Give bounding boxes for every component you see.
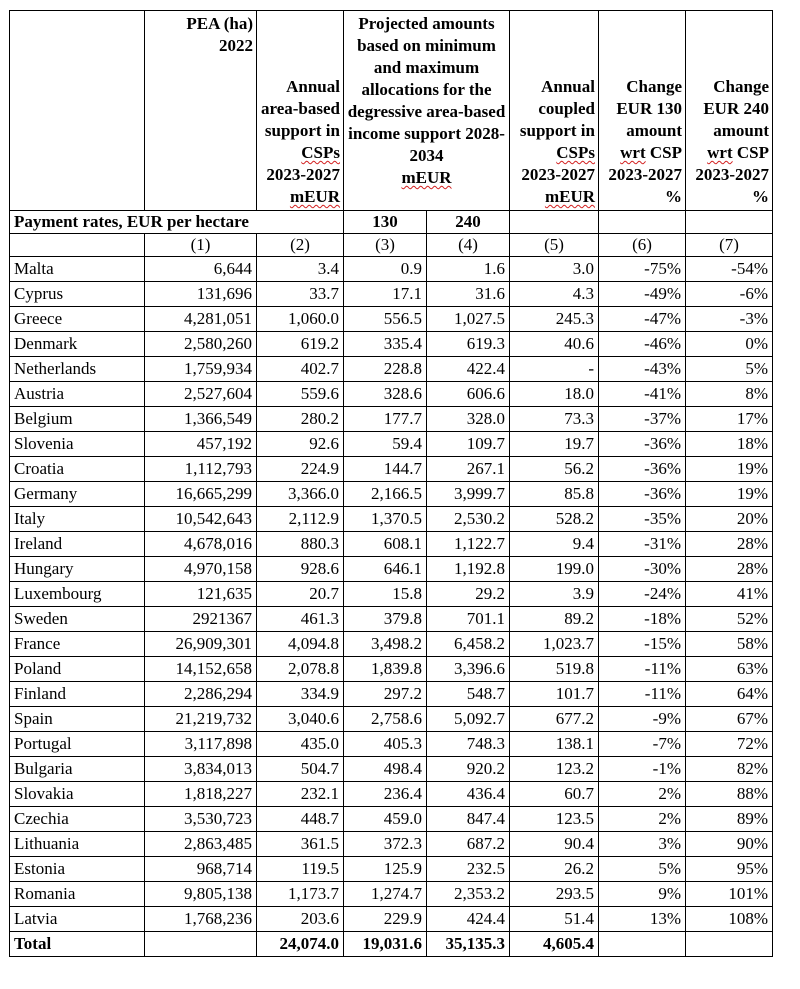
projected-130-cell: 498.4 — [344, 757, 427, 782]
country-cell: Romania — [10, 882, 145, 907]
projected-130-cell: 229.9 — [344, 907, 427, 932]
pea-cell: 2,286,294 — [145, 682, 257, 707]
header-change-130-tail: CSP 2023-2027 % — [608, 143, 682, 206]
column-number: (2) — [257, 234, 344, 257]
projected-240-cell: 3,999.7 — [427, 482, 510, 507]
pea-cell: 21,219,732 — [145, 707, 257, 732]
change-130-cell: -9% — [599, 707, 686, 732]
payment-rate-high: 240 — [427, 211, 510, 234]
projected-240-cell: 424.4 — [427, 907, 510, 932]
country-cell: Malta — [10, 257, 145, 282]
coupled-support-cell: 56.2 — [510, 457, 599, 482]
projected-130-cell: 125.9 — [344, 857, 427, 882]
area-support-cell: 402.7 — [257, 357, 344, 382]
change-240-cell: 41% — [686, 582, 773, 607]
coupled-support-cell: 85.8 — [510, 482, 599, 507]
total-area: 24,074.0 — [257, 932, 344, 957]
projected-130-cell: 236.4 — [344, 782, 427, 807]
area-support-cell: 3,040.6 — [257, 707, 344, 732]
projected-130-cell: 459.0 — [344, 807, 427, 832]
projected-240-cell: 232.5 — [427, 857, 510, 882]
table-row — [10, 657, 773, 682]
pea-cell: 10,542,643 — [145, 507, 257, 532]
table-row — [10, 382, 773, 407]
projected-240-cell: 701.1 — [427, 607, 510, 632]
column-number: (4) — [427, 234, 510, 257]
change-130-cell: 5% — [599, 857, 686, 882]
area-support-cell: 20.7 — [257, 582, 344, 607]
table-row — [10, 607, 773, 632]
pea-cell: 4,678,016 — [145, 532, 257, 557]
projected-240-cell: 328.0 — [427, 407, 510, 432]
projected-130-cell: 15.8 — [344, 582, 427, 607]
change-130-cell: -37% — [599, 407, 686, 432]
table-row — [10, 857, 773, 882]
change-240-cell: 0% — [686, 332, 773, 357]
country-cell: Greece — [10, 307, 145, 332]
projected-240-cell: 920.2 — [427, 757, 510, 782]
header-change-240-tail: CSP 2023-2027 % — [695, 143, 769, 206]
change-130-cell: -43% — [599, 357, 686, 382]
pea-cell: 3,530,723 — [145, 807, 257, 832]
change-130-cell: -15% — [599, 632, 686, 657]
payment-rates-empty-7 — [686, 211, 773, 234]
pea-cell: 9,805,138 — [145, 882, 257, 907]
change-130-cell: -18% — [599, 607, 686, 632]
header-projected-unit: mEUR — [401, 168, 452, 187]
area-support-cell: 361.5 — [257, 832, 344, 857]
column-number: (6) — [599, 234, 686, 257]
projected-240-cell: 109.7 — [427, 432, 510, 457]
total-row — [10, 932, 773, 957]
projected-240-cell: 267.1 — [427, 457, 510, 482]
coupled-support-cell: 123.5 — [510, 807, 599, 832]
projected-130-cell: 646.1 — [344, 557, 427, 582]
area-support-cell: 4,094.8 — [257, 632, 344, 657]
country-cell: France — [10, 632, 145, 657]
header-coupled-csps: CSPs — [556, 143, 595, 162]
header-country — [10, 11, 145, 211]
table-row — [10, 557, 773, 582]
projected-130-cell: 59.4 — [344, 432, 427, 457]
country-cell: Lithuania — [10, 832, 145, 857]
projected-240-cell: 3,396.6 — [427, 657, 510, 682]
change-240-cell: 72% — [686, 732, 773, 757]
country-cell: Slovenia — [10, 432, 145, 457]
projected-130-cell: 228.8 — [344, 357, 427, 382]
projected-240-cell: 619.3 — [427, 332, 510, 357]
projected-130-cell: 177.7 — [344, 407, 427, 432]
country-cell: Italy — [10, 507, 145, 532]
coupled-support-cell: 123.2 — [510, 757, 599, 782]
projected-240-cell: 1,027.5 — [427, 307, 510, 332]
coupled-support-cell: 40.6 — [510, 332, 599, 357]
projected-240-cell: 847.4 — [427, 807, 510, 832]
pea-cell: 2921367 — [145, 607, 257, 632]
coupled-support-cell: 4.3 — [510, 282, 599, 307]
projected-130-cell: 328.6 — [344, 382, 427, 407]
header-area-support-csps: CSPs — [301, 143, 340, 162]
coupled-support-cell: 3.0 — [510, 257, 599, 282]
projected-240-cell: 6,458.2 — [427, 632, 510, 657]
country-cell: Ireland — [10, 532, 145, 557]
header-coupled-label: Annual coupled support in — [519, 77, 595, 140]
change-130-cell: 3% — [599, 832, 686, 857]
change-240-cell: 82% — [686, 757, 773, 782]
payment-rates-empty-5 — [510, 211, 599, 234]
area-support-cell: 1,060.0 — [257, 307, 344, 332]
change-240-cell: 89% — [686, 807, 773, 832]
change-130-cell: -7% — [599, 732, 686, 757]
column-number-row — [10, 234, 773, 257]
coupled-support-cell: 293.5 — [510, 882, 599, 907]
table-row — [10, 832, 773, 857]
pea-cell: 1,818,227 — [145, 782, 257, 807]
change-240-cell: 95% — [686, 857, 773, 882]
area-support-cell: 232.1 — [257, 782, 344, 807]
payment-rates-row — [10, 211, 773, 234]
payment-rates-empty-6 — [599, 211, 686, 234]
coupled-support-cell: 528.2 — [510, 507, 599, 532]
change-240-cell: 17% — [686, 407, 773, 432]
area-support-cell: 3,366.0 — [257, 482, 344, 507]
coupled-support-cell: 51.4 — [510, 907, 599, 932]
pea-cell: 457,192 — [145, 432, 257, 457]
change-130-cell: -47% — [599, 307, 686, 332]
coupled-support-cell: 90.4 — [510, 832, 599, 857]
country-cell: Poland — [10, 657, 145, 682]
area-support-cell: 435.0 — [257, 732, 344, 757]
change-130-cell: 2% — [599, 782, 686, 807]
header-area-support-years: 2023-2027 — [266, 165, 340, 184]
pea-cell: 1,112,793 — [145, 457, 257, 482]
projected-130-cell: 0.9 — [344, 257, 427, 282]
area-support-cell: 619.2 — [257, 332, 344, 357]
country-cell: Luxembourg — [10, 582, 145, 607]
table-row — [10, 882, 773, 907]
coupled-support-cell: 677.2 — [510, 707, 599, 732]
area-support-cell: 3.4 — [257, 257, 344, 282]
allocation-table — [9, 10, 773, 957]
table-row — [10, 707, 773, 732]
projected-130-cell: 1,370.5 — [344, 507, 427, 532]
header-area-support — [257, 11, 344, 211]
area-support-cell: 92.6 — [257, 432, 344, 457]
projected-240-cell: 31.6 — [427, 282, 510, 307]
country-cell: Germany — [10, 482, 145, 507]
country-cell: Austria — [10, 382, 145, 407]
pea-cell: 2,580,260 — [145, 332, 257, 357]
area-support-cell: 334.9 — [257, 682, 344, 707]
change-130-cell: -41% — [599, 382, 686, 407]
table-row — [10, 457, 773, 482]
projected-130-cell: 379.8 — [344, 607, 427, 632]
projected-240-cell: 1.6 — [427, 257, 510, 282]
header-row — [10, 11, 773, 211]
coupled-support-cell: 9.4 — [510, 532, 599, 557]
table-row — [10, 257, 773, 282]
change-130-cell: -46% — [599, 332, 686, 357]
table-row — [10, 582, 773, 607]
projected-130-cell: 3,498.2 — [344, 632, 427, 657]
change-130-cell: -36% — [599, 482, 686, 507]
pea-cell: 968,714 — [145, 857, 257, 882]
header-change-240-label: Change EUR 240 amount — [703, 77, 769, 140]
change-130-cell: 9% — [599, 882, 686, 907]
pea-cell: 26,909,301 — [145, 632, 257, 657]
header-coupled — [510, 11, 599, 211]
change-240-cell: -6% — [686, 282, 773, 307]
change-240-cell: 90% — [686, 832, 773, 857]
projected-240-cell: 1,192.8 — [427, 557, 510, 582]
projected-240-cell: 2,353.2 — [427, 882, 510, 907]
pea-cell: 131,696 — [145, 282, 257, 307]
change-240-cell: -3% — [686, 307, 773, 332]
total-p130: 19,031.6 — [344, 932, 427, 957]
column-number: (3) — [344, 234, 427, 257]
table-row — [10, 807, 773, 832]
change-130-cell: -24% — [599, 582, 686, 607]
column-number-empty — [10, 234, 145, 257]
country-cell: Latvia — [10, 907, 145, 932]
change-130-cell: 13% — [599, 907, 686, 932]
table-row — [10, 507, 773, 532]
change-130-cell: -11% — [599, 682, 686, 707]
coupled-support-cell: 1,023.7 — [510, 632, 599, 657]
header-coupled-years: 2023-2027 — [521, 165, 595, 184]
total-ch240 — [686, 932, 773, 957]
projected-240-cell: 748.3 — [427, 732, 510, 757]
coupled-support-cell: 26.2 — [510, 857, 599, 882]
pea-cell: 121,635 — [145, 582, 257, 607]
projected-240-cell: 687.2 — [427, 832, 510, 857]
total-ch130 — [599, 932, 686, 957]
projected-240-cell: 2,530.2 — [427, 507, 510, 532]
pea-cell: 2,527,604 — [145, 382, 257, 407]
country-cell: Cyprus — [10, 282, 145, 307]
pea-cell: 2,863,485 — [145, 832, 257, 857]
coupled-support-cell: 519.8 — [510, 657, 599, 682]
projected-240-cell: 436.4 — [427, 782, 510, 807]
table-row — [10, 357, 773, 382]
change-130-cell: -35% — [599, 507, 686, 532]
header-pea-year: 2022 — [219, 36, 253, 55]
header-pea-label: PEA (ha) — [186, 14, 253, 33]
projected-130-cell: 2,166.5 — [344, 482, 427, 507]
country-cell: Croatia — [10, 457, 145, 482]
coupled-support-cell: 101.7 — [510, 682, 599, 707]
projected-130-cell: 297.2 — [344, 682, 427, 707]
country-cell: Bulgaria — [10, 757, 145, 782]
change-130-cell: -30% — [599, 557, 686, 582]
header-change-240-wrt: wrt — [707, 143, 733, 162]
change-240-cell: 20% — [686, 507, 773, 532]
projected-130-cell: 144.7 — [344, 457, 427, 482]
change-240-cell: 64% — [686, 682, 773, 707]
change-240-cell: 28% — [686, 557, 773, 582]
change-130-cell: -36% — [599, 432, 686, 457]
projected-240-cell: 606.6 — [427, 382, 510, 407]
change-240-cell: 18% — [686, 432, 773, 457]
header-pea — [145, 11, 257, 211]
pea-cell: 1,366,549 — [145, 407, 257, 432]
table-row — [10, 307, 773, 332]
pea-cell: 3,117,898 — [145, 732, 257, 757]
table-row — [10, 757, 773, 782]
coupled-support-cell: 19.7 — [510, 432, 599, 457]
coupled-support-cell: 89.2 — [510, 607, 599, 632]
pea-cell: 16,665,299 — [145, 482, 257, 507]
projected-130-cell: 1,839.8 — [344, 657, 427, 682]
table-row — [10, 407, 773, 432]
table-row — [10, 632, 773, 657]
coupled-support-cell: 138.1 — [510, 732, 599, 757]
change-240-cell: 101% — [686, 882, 773, 907]
coupled-support-cell: 18.0 — [510, 382, 599, 407]
header-coupled-unit: mEUR — [544, 187, 595, 206]
country-cell: Belgium — [10, 407, 145, 432]
change-130-cell: 2% — [599, 807, 686, 832]
total-coupled: 4,605.4 — [510, 932, 599, 957]
change-240-cell: 108% — [686, 907, 773, 932]
change-240-cell: 58% — [686, 632, 773, 657]
table-row — [10, 332, 773, 357]
area-support-cell: 119.5 — [257, 857, 344, 882]
area-support-cell: 559.6 — [257, 382, 344, 407]
header-projected — [344, 11, 510, 211]
change-240-cell: 28% — [686, 532, 773, 557]
projected-130-cell: 608.1 — [344, 532, 427, 557]
country-cell: Hungary — [10, 557, 145, 582]
country-cell: Portugal — [10, 732, 145, 757]
coupled-support-cell: 73.3 — [510, 407, 599, 432]
projected-130-cell: 17.1 — [344, 282, 427, 307]
table-row — [10, 482, 773, 507]
pea-cell: 14,152,658 — [145, 657, 257, 682]
area-support-cell: 224.9 — [257, 457, 344, 482]
change-240-cell: -54% — [686, 257, 773, 282]
projected-240-cell: 5,092.7 — [427, 707, 510, 732]
country-cell: Estonia — [10, 857, 145, 882]
table-row — [10, 907, 773, 932]
pea-cell: 3,834,013 — [145, 757, 257, 782]
projected-130-cell: 372.3 — [344, 832, 427, 857]
area-support-cell: 203.6 — [257, 907, 344, 932]
change-240-cell: 67% — [686, 707, 773, 732]
country-cell: Spain — [10, 707, 145, 732]
header-change-130 — [599, 11, 686, 211]
change-130-cell: -75% — [599, 257, 686, 282]
total-pea — [145, 932, 257, 957]
projected-130-cell: 335.4 — [344, 332, 427, 357]
header-change-240 — [686, 11, 773, 211]
country-cell: Sweden — [10, 607, 145, 632]
coupled-support-cell: - — [510, 357, 599, 382]
table-row — [10, 432, 773, 457]
table-row — [10, 682, 773, 707]
change-130-cell: -1% — [599, 757, 686, 782]
change-130-cell: -11% — [599, 657, 686, 682]
pea-cell: 1,768,236 — [145, 907, 257, 932]
header-area-support-label: Annual area-based support in — [260, 77, 340, 140]
area-support-cell: 2,112.9 — [257, 507, 344, 532]
header-change-130-label: Change EUR 130 amount — [616, 77, 682, 140]
table-row — [10, 532, 773, 557]
pea-cell: 4,281,051 — [145, 307, 257, 332]
change-240-cell: 8% — [686, 382, 773, 407]
projected-130-cell: 1,274.7 — [344, 882, 427, 907]
area-support-cell: 280.2 — [257, 407, 344, 432]
coupled-support-cell: 60.7 — [510, 782, 599, 807]
area-support-cell: 1,173.7 — [257, 882, 344, 907]
total-label: Total — [10, 932, 145, 957]
country-cell: Slovakia — [10, 782, 145, 807]
change-130-cell: -36% — [599, 457, 686, 482]
projected-240-cell: 29.2 — [427, 582, 510, 607]
payment-rate-low: 130 — [344, 211, 427, 234]
change-130-cell: -49% — [599, 282, 686, 307]
area-support-cell: 928.6 — [257, 557, 344, 582]
column-number: (7) — [686, 234, 773, 257]
pea-cell: 4,970,158 — [145, 557, 257, 582]
pea-cell: 1,759,934 — [145, 357, 257, 382]
area-support-cell: 448.7 — [257, 807, 344, 832]
projected-240-cell: 1,122.7 — [427, 532, 510, 557]
column-number: (5) — [510, 234, 599, 257]
coupled-support-cell: 199.0 — [510, 557, 599, 582]
table-row — [10, 282, 773, 307]
table-row — [10, 782, 773, 807]
column-number: (1) — [145, 234, 257, 257]
area-support-cell: 461.3 — [257, 607, 344, 632]
area-support-cell: 2,078.8 — [257, 657, 344, 682]
country-cell: Czechia — [10, 807, 145, 832]
area-support-cell: 33.7 — [257, 282, 344, 307]
projected-130-cell: 556.5 — [344, 307, 427, 332]
coupled-support-cell: 3.9 — [510, 582, 599, 607]
change-240-cell: 88% — [686, 782, 773, 807]
country-cell: Finland — [10, 682, 145, 707]
change-240-cell: 52% — [686, 607, 773, 632]
country-cell: Denmark — [10, 332, 145, 357]
header-projected-label: Projected amounts based on minimum and maximum allocations for the degressive area-based income support 2028-2034 — [347, 14, 506, 165]
change-240-cell: 63% — [686, 657, 773, 682]
change-240-cell: 19% — [686, 457, 773, 482]
table-row — [10, 732, 773, 757]
total-p240: 35,135.3 — [427, 932, 510, 957]
projected-130-cell: 405.3 — [344, 732, 427, 757]
projected-130-cell: 2,758.6 — [344, 707, 427, 732]
change-240-cell: 19% — [686, 482, 773, 507]
coupled-support-cell: 245.3 — [510, 307, 599, 332]
pea-cell: 6,644 — [145, 257, 257, 282]
area-support-cell: 504.7 — [257, 757, 344, 782]
payment-rates-label: Payment rates, EUR per hectare — [10, 211, 344, 234]
change-130-cell: -31% — [599, 532, 686, 557]
projected-240-cell: 548.7 — [427, 682, 510, 707]
projected-240-cell: 422.4 — [427, 357, 510, 382]
header-change-130-wrt: wrt — [620, 143, 646, 162]
header-area-support-unit: mEUR — [289, 187, 340, 206]
change-240-cell: 5% — [686, 357, 773, 382]
country-cell: Netherlands — [10, 357, 145, 382]
area-support-cell: 880.3 — [257, 532, 344, 557]
